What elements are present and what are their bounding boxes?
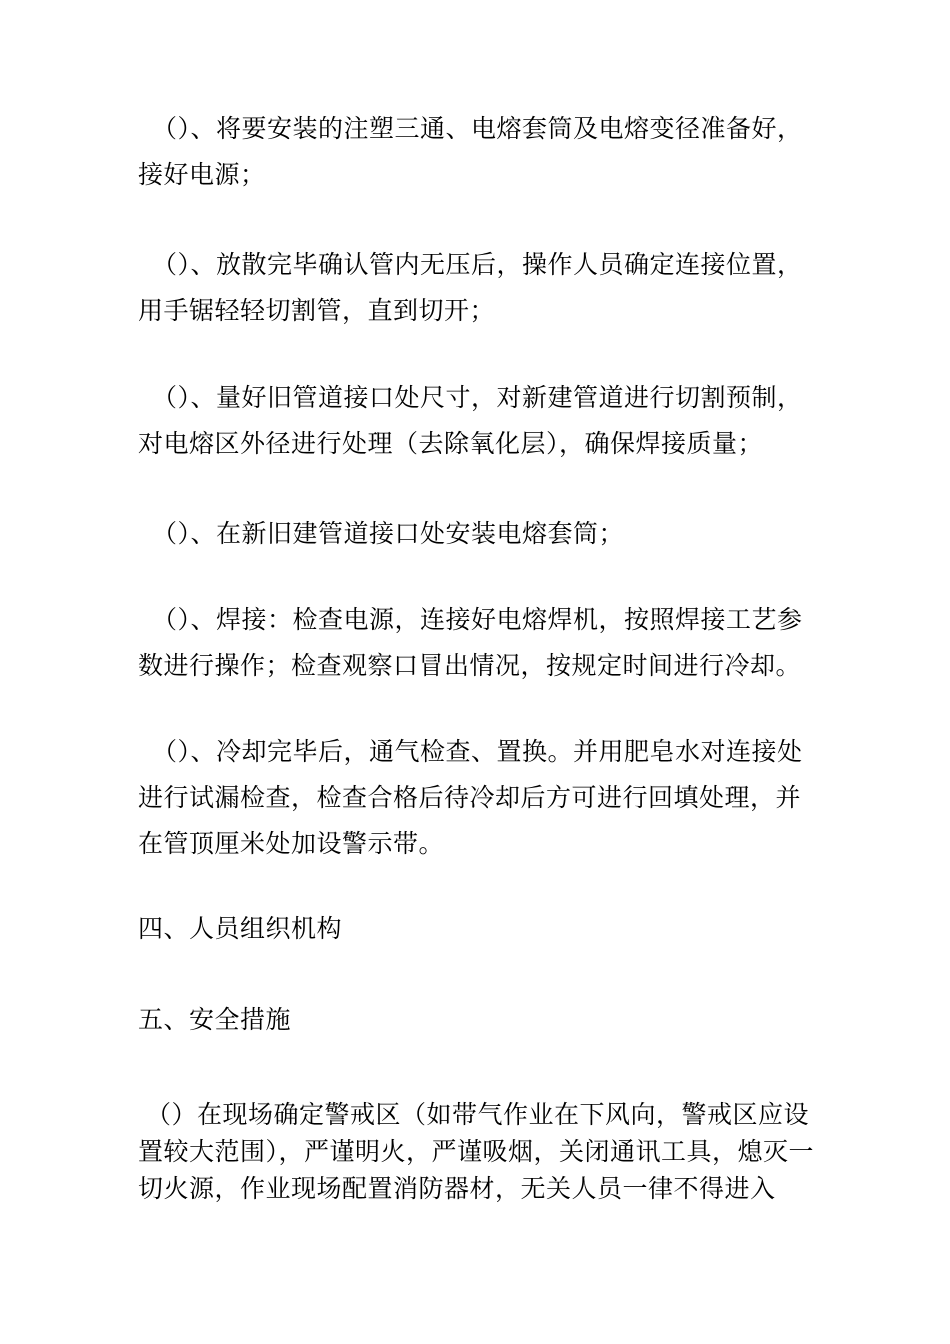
safety-paragraph-1: （）在现场确定警戒区（如带气作业在下风向，警戒区应设置较大范围），严谨明火，严谨吸烟，关闭通讯工具，熄灭一切火源，作业现场配置消防器材，无关人员一律不得进入 <box>138 1100 815 1203</box>
step-paragraph-4: （）、在新旧建管道接口处安装电熔套筒； <box>152 519 625 548</box>
section-heading-safety: 五、安全措施 <box>138 1005 292 1034</box>
section-heading-personnel: 四、人员组织机构 <box>138 914 343 943</box>
step-paragraph-3: （）、量好旧管道接口处尺寸，对新建管道进行切割预制，对电熔区外径进行处理（去除氧化层），确保焊接质量； <box>138 383 803 458</box>
step-paragraph-6: （）、冷却完毕后，通气检查、置换。并用肥皂水对连接处进行试漏检查，检查合格后待冷却后方可进行回填处理，并在管顶厘米处加设警示带。 <box>138 737 803 858</box>
step-paragraph-5: （）、焊接：检查电源，连接好电熔焊机，按照焊接工艺参数进行操作；检查观察口冒出情况，按规定时间进行冷却。 <box>138 605 803 680</box>
step-paragraph-1: （）、将要安装的注塑三通、电熔套筒及电熔变径准备好，接好电源； <box>138 114 803 189</box>
step-paragraph-2: （）、放散完毕确认管内无压后，操作人员确定连接位置，用手锯轻轻切割管，直到切开； <box>138 250 803 325</box>
